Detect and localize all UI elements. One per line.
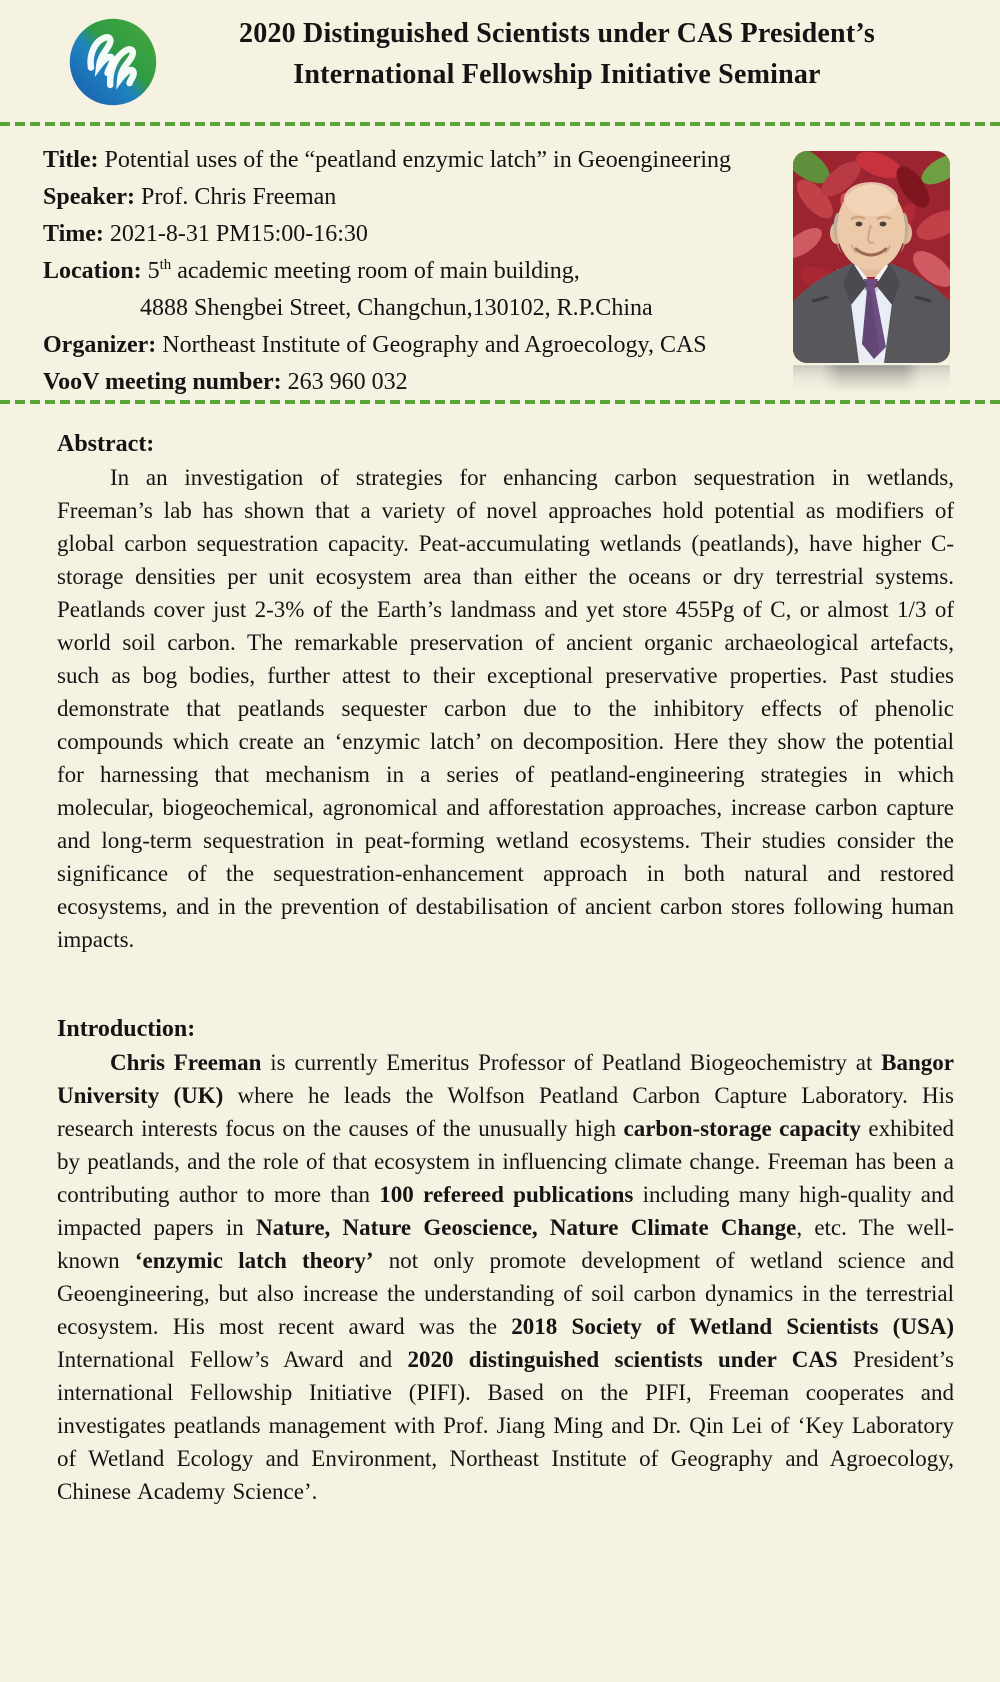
info-line-organizer: Organizer: Northeast Institute of Geography and Agroecology, CAS (43, 332, 707, 358)
seminar-title-line-2: International Fellowship Initiative Seminar (293, 59, 821, 90)
info-line-time: Time: 2021-8-31 PM15:00-16:30 (43, 221, 368, 247)
speaker-portrait-image (793, 151, 950, 363)
seminar-title-line-1: 2020 Distinguished Scientists under CAS President’s (239, 18, 875, 49)
abstract-heading: Abstract: (57, 431, 155, 457)
info-section (0, 126, 1000, 400)
info-line-location: Location: 5th academic meeting room of main building, (43, 257, 580, 284)
info-line-voov-number: VooV meeting number: 263 960 032 (43, 369, 408, 395)
seminar-title (118, 13, 996, 95)
abstract-paragraph: In an investigation of strategies for enhancing carbon sequestration in wetlands, Freeman’s lab has shown that a variety of novel approaches hold potential as modifiers of global carbon sequestration capacity. Peat-accumulating wetlands (peatlands), have higher C-storage densities per unit ecosystem area than either the oceans or dry terrestrial systems. Peatlands cover just 2-3% of the Earth’s landmass and yet store 455Pg of C, or almost 1/3 of world soil carbon. The remarkable preservation of ancient organic archaeological artefacts, such as bog bodies, further attest to their exceptional preservative properties. Past studies demonstrate that peatlands sequester carbon due to the inhibitory effects of phenolic compounds which create an ‘enzymic latch’ on decomposition. Here they show the potential for harnessing that mechanism in a series of peatland-engineering strategies in which molecular, biogeochemical, agronomical and afforestation approaches, increase carbon capture and long-term sequestration in peat-forming wetland ecosystems. Their studies consider the significance of the sequestration-enhancement approach in both natural and restored ecosystems, and in the prevention of destabilisation of ancient carbon stores following human impacts. (57, 465, 954, 952)
section-spacer (57, 956, 954, 1013)
introduction-heading: Introduction: (57, 1016, 196, 1042)
info-line-address: 4888 Shengbei Street, Changchun,130102, R.P.China (140, 295, 653, 321)
introduction-paragraph: Chris Freeman is currently Emeritus Professor of Peatland Biogeochemistry at Bangor University (UK) where he leads the Wolfson Peatland Carbon Capture Laboratory. His research interests focus on the causes of the unusually high carbon-storage capacity exhibited by peatlands, and the role of that ecosystem in influencing climate change. Freeman has been a contributing author to more than 100 refereed publications including many high-quality and impacted papers in Nature, Nature Geoscience, Nature Climate Change, etc. The well-known ‘enzymic latch theory’ not only promote development of wetland science and Geoengineering, but also increase the understanding of soil carbon dynamics in the terrestrial ecosystem. His most recent award was the 2018 Society of Wetland Scientists (USA) International Fellow’s Award and 2020 distinguished scientists under CAS President’s international Fellowship Initiative (PIFI). Based on the PIFI, Freeman cooperates and investigates peatlands management with Prof. Jiang Ming and Dr. Qin Lei of ‘Key Laboratory of Wetland Ecology and Environment, Northeast Institute of Geography and Agroecology, Chinese Academy Science’. (57, 1050, 955, 1504)
info-line-title: Title: Potential uses of the “peatland enzymic latch” in Geoengineering (43, 147, 731, 173)
photo-reflection (793, 365, 950, 395)
main-content (0, 404, 1000, 1508)
speaker-photo (793, 151, 950, 395)
header (0, 0, 1000, 122)
info-line-speaker: Speaker: Prof. Chris Freeman (43, 184, 337, 210)
